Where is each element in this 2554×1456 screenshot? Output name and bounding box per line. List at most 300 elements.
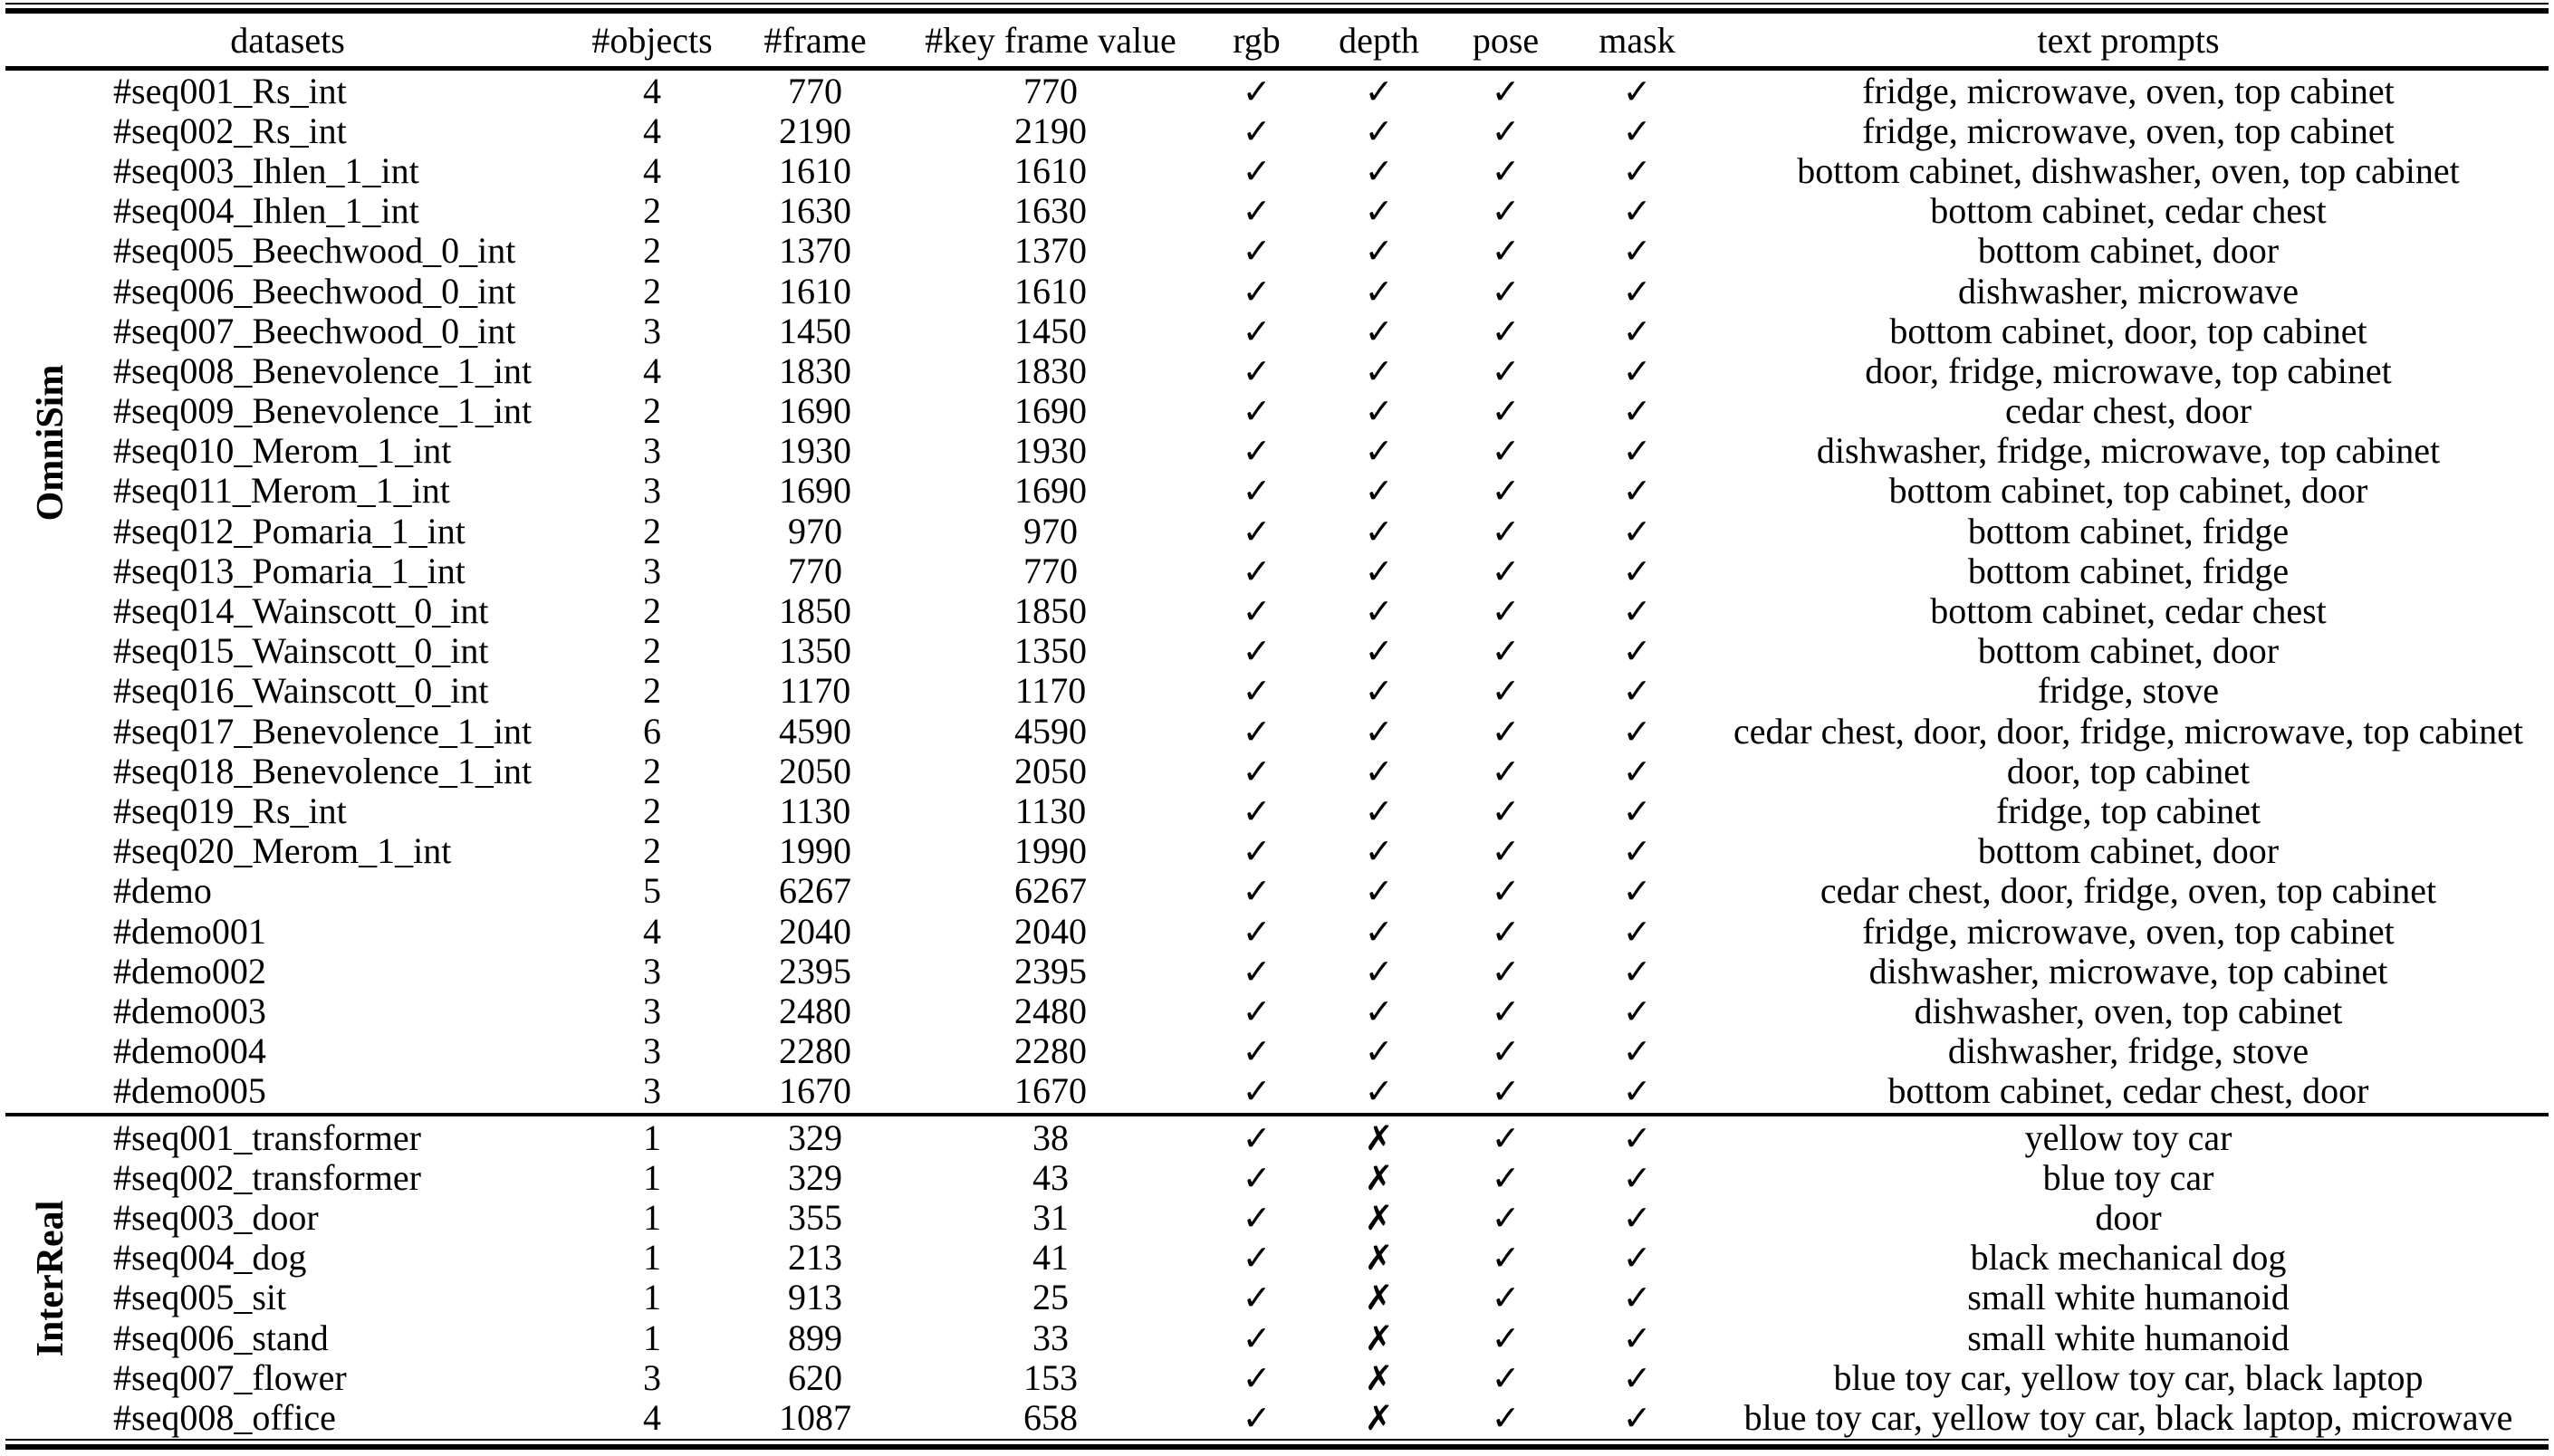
prompt-cell: blue toy car, yellow toy car, black laptop, microwave <box>1743 1396 2513 1438</box>
frame-cell: 1370 <box>779 230 851 272</box>
prompt-cell: bottom cabinet, fridge <box>1967 550 2290 591</box>
check-icon: ✓ <box>1622 350 1652 391</box>
mask-flag-cell <box>1571 669 1703 712</box>
mask-flag-cell <box>1571 950 1703 992</box>
rgb-flag-cell <box>1195 1276 1318 1318</box>
pose-flag-cell <box>1440 669 1571 712</box>
frame-cell: 2050 <box>779 750 851 791</box>
frame-cell: 1610 <box>779 270 851 311</box>
prompt-cell: cedar chest, door <box>2004 390 2252 432</box>
prompt-cell: blue toy car <box>2042 1156 2214 1198</box>
depth-flag-cell <box>1318 1396 1440 1439</box>
pose-flag-cell <box>1440 429 1571 472</box>
mask-flag-cell <box>1571 469 1703 512</box>
check-icon: ✓ <box>1242 350 1272 391</box>
mask-flag-cell <box>1571 149 1703 192</box>
table-row <box>0 991 2554 1030</box>
check-icon: ✓ <box>1364 231 1394 272</box>
objects-cell: 3 <box>643 430 661 472</box>
dataset-name-cell: #demo001 <box>113 910 266 952</box>
pose-flag-cell <box>1440 589 1571 632</box>
dataset-name-cell: #seq011_Merom_1_int <box>113 470 450 512</box>
keyframe-cell: 4590 <box>1014 710 1087 752</box>
depth-flag-cell <box>1318 1116 1440 1159</box>
objects-cell: 2 <box>643 590 661 632</box>
dataset-name-cell: #seq005_Beechwood_0_int <box>113 230 516 272</box>
cross-icon: ✗ <box>1364 1357 1394 1398</box>
check-icon: ✓ <box>1364 1031 1394 1072</box>
table-row <box>0 350 2554 390</box>
prompt-cell: bottom cabinet, cedar chest <box>1930 590 2327 632</box>
prompt-cell: door <box>2095 1196 2162 1238</box>
check-icon: ✓ <box>1242 1238 1272 1279</box>
mask-flag-cell <box>1571 869 1703 912</box>
table-row <box>0 631 2554 671</box>
prompt-cell: bottom cabinet, door, top cabinet <box>1889 310 2367 351</box>
dataset-name-cell: #seq009_Benevolence_1_int <box>113 390 533 432</box>
check-icon: ✓ <box>1491 1117 1521 1158</box>
check-icon: ✓ <box>1491 790 1521 831</box>
dataset-name-cell: #seq019_Rs_int <box>113 790 347 831</box>
objects-cell: 2 <box>643 630 661 672</box>
check-icon: ✓ <box>1622 1157 1652 1198</box>
check-icon: ✓ <box>1491 551 1521 591</box>
objects-cell: 1 <box>643 1317 661 1358</box>
dataset-name-cell: #seq007_Beechwood_0_int <box>113 310 516 351</box>
keyframe-cell: 1670 <box>1014 1070 1087 1112</box>
check-icon: ✓ <box>1364 671 1394 712</box>
prompt-cell: door, top cabinet <box>2006 750 2251 791</box>
check-icon: ✓ <box>1622 1317 1652 1358</box>
check-icon: ✓ <box>1622 551 1652 591</box>
mask-flag-cell <box>1571 910 1703 953</box>
depth-flag-cell <box>1318 910 1440 953</box>
dataset-name-cell: #seq013_Pomaria_1_int <box>113 550 466 591</box>
rgb-flag-cell <box>1195 589 1318 632</box>
cross-icon: ✗ <box>1364 1117 1394 1158</box>
objects-cell: 2 <box>643 190 661 232</box>
keyframe-cell: 1850 <box>1014 590 1087 632</box>
keyframe-cell: 153 <box>1023 1356 1078 1398</box>
check-icon: ✓ <box>1491 231 1521 272</box>
prompt-cell: fridge, stove <box>2038 670 2219 712</box>
check-icon: ✓ <box>1622 591 1652 632</box>
check-icon: ✓ <box>1491 1278 1521 1318</box>
check-icon: ✓ <box>1364 471 1394 512</box>
table-body-interreal <box>0 1117 2554 1438</box>
mask-flag-cell <box>1571 229 1703 272</box>
table-row <box>0 511 2554 551</box>
dataset-name-cell: #seq020_Merom_1_int <box>113 830 452 872</box>
check-icon: ✓ <box>1622 1071 1652 1112</box>
keyframe-cell: 1690 <box>1014 470 1087 512</box>
rgb-flag-cell <box>1195 1236 1318 1279</box>
table-row <box>0 711 2554 751</box>
check-icon: ✓ <box>1242 311 1272 351</box>
dataset-name-cell: #demo003 <box>113 990 266 1031</box>
dataset-name-cell: #seq015_Wainscott_0_int <box>113 630 489 672</box>
prompt-cell: bottom cabinet, door <box>1977 630 2280 672</box>
check-icon: ✓ <box>1491 591 1521 632</box>
check-icon: ✓ <box>1242 951 1272 991</box>
pose-flag-cell <box>1440 1236 1571 1279</box>
keyframe-cell: 770 <box>1023 550 1078 591</box>
check-icon: ✓ <box>1491 671 1521 712</box>
dataset-name-cell: #seq003_door <box>113 1196 319 1238</box>
check-icon: ✓ <box>1622 1238 1652 1279</box>
bottom-rule-thin <box>5 1439 2549 1441</box>
mask-flag-cell <box>1571 1196 1703 1239</box>
rgb-flag-cell <box>1195 469 1318 512</box>
keyframe-cell: 25 <box>1032 1277 1069 1318</box>
depth-flag-cell <box>1318 589 1440 632</box>
objects-cell: 4 <box>643 110 661 151</box>
table-row <box>0 1197 2554 1237</box>
column-header-text-prompts: text prompts <box>2037 19 2220 61</box>
check-icon: ✓ <box>1491 191 1521 232</box>
frame-cell: 1170 <box>779 670 851 712</box>
objects-cell: 2 <box>643 830 661 872</box>
check-icon: ✓ <box>1491 751 1521 791</box>
check-icon: ✓ <box>1364 871 1394 912</box>
prompt-cell: cedar chest, door, door, fridge, microwave, top cabinet <box>1733 710 2523 752</box>
check-icon: ✓ <box>1491 271 1521 311</box>
pose-flag-cell <box>1440 710 1571 752</box>
check-icon: ✓ <box>1242 1031 1272 1072</box>
rgb-flag-cell <box>1195 669 1318 712</box>
keyframe-cell: 1930 <box>1014 430 1087 472</box>
prompt-cell: black mechanical dog <box>1970 1237 2287 1279</box>
table-row <box>0 590 2554 630</box>
check-icon: ✓ <box>1491 71 1521 111</box>
depth-flag-cell <box>1318 110 1440 152</box>
column-header-keyframe: #key frame value <box>925 19 1176 61</box>
keyframe-cell: 1830 <box>1014 350 1087 391</box>
pose-flag-cell <box>1440 550 1571 592</box>
depth-flag-cell <box>1318 750 1440 792</box>
rgb-flag-cell <box>1195 869 1318 912</box>
keyframe-cell: 658 <box>1023 1396 1078 1438</box>
keyframe-cell: 41 <box>1032 1237 1069 1279</box>
cross-icon: ✗ <box>1364 1397 1394 1438</box>
keyframe-cell: 2480 <box>1014 990 1087 1031</box>
depth-flag-cell <box>1318 990 1440 1032</box>
rgb-flag-cell <box>1195 550 1318 592</box>
rgb-flag-cell <box>1195 1196 1318 1239</box>
check-icon: ✓ <box>1242 551 1272 591</box>
table-row <box>0 751 2554 790</box>
depth-flag-cell <box>1318 1276 1440 1318</box>
rgb-flag-cell <box>1195 1030 1318 1072</box>
objects-cell: 2 <box>643 670 661 712</box>
cross-icon: ✗ <box>1364 1238 1394 1279</box>
check-icon: ✓ <box>1242 631 1272 672</box>
check-icon: ✓ <box>1242 471 1272 512</box>
objects-cell: 2 <box>643 750 661 791</box>
check-icon: ✓ <box>1242 911 1272 952</box>
depth-flag-cell <box>1318 389 1440 432</box>
check-icon: ✓ <box>1491 431 1521 472</box>
prompt-cell: fridge, microwave, oven, top cabinet <box>1862 910 2395 952</box>
pose-flag-cell <box>1440 70 1571 112</box>
pose-flag-cell <box>1440 1030 1571 1072</box>
pose-flag-cell <box>1440 750 1571 792</box>
table-row <box>0 1317 2554 1357</box>
check-icon: ✓ <box>1242 191 1272 232</box>
frame-cell: 1630 <box>779 190 851 232</box>
mask-flag-cell <box>1571 350 1703 392</box>
mask-flag-cell <box>1571 829 1703 872</box>
check-icon: ✓ <box>1242 1397 1272 1438</box>
table-row <box>0 1071 2554 1111</box>
check-icon: ✓ <box>1622 1197 1652 1238</box>
keyframe-cell: 1630 <box>1014 190 1087 232</box>
keyframe-cell: 1350 <box>1014 630 1087 672</box>
mask-flag-cell <box>1571 70 1703 112</box>
pose-flag-cell <box>1440 110 1571 152</box>
objects-cell: 1 <box>643 1237 661 1279</box>
mask-flag-cell <box>1571 110 1703 152</box>
cross-icon: ✗ <box>1364 1278 1394 1318</box>
keyframe-cell: 33 <box>1032 1317 1069 1358</box>
mask-flag-cell <box>1571 589 1703 632</box>
prompt-cell: bottom cabinet, cedar chest, door <box>1887 1070 2369 1112</box>
frame-cell: 213 <box>788 1237 842 1279</box>
pose-flag-cell <box>1440 310 1571 352</box>
keyframe-cell: 2395 <box>1014 950 1087 991</box>
table-row <box>0 231 2554 271</box>
mask-flag-cell <box>1571 990 1703 1032</box>
check-icon: ✓ <box>1491 631 1521 672</box>
prompt-cell: bottom cabinet, fridge <box>1967 510 2290 551</box>
check-icon: ✓ <box>1491 150 1521 191</box>
rgb-flag-cell <box>1195 990 1318 1032</box>
check-icon: ✓ <box>1364 350 1394 391</box>
prompt-cell: dishwasher, microwave, top cabinet <box>1868 950 2388 991</box>
keyframe-cell: 2040 <box>1014 910 1087 952</box>
depth-flag-cell <box>1318 950 1440 992</box>
prompt-cell: bottom cabinet, door <box>1977 830 2280 872</box>
depth-flag-cell <box>1318 510 1440 552</box>
objects-cell: 2 <box>643 270 661 311</box>
check-icon: ✓ <box>1622 110 1652 151</box>
pose-flag-cell <box>1440 469 1571 512</box>
keyframe-cell: 6267 <box>1014 870 1087 912</box>
frame-cell: 329 <box>788 1156 842 1198</box>
check-icon: ✓ <box>1491 951 1521 991</box>
check-icon: ✓ <box>1491 1238 1521 1279</box>
depth-flag-cell <box>1318 149 1440 192</box>
table-row <box>0 1117 2554 1157</box>
depth-flag-cell <box>1318 1030 1440 1072</box>
check-icon: ✓ <box>1364 511 1394 551</box>
mask-flag-cell <box>1571 1396 1703 1439</box>
keyframe-cell: 1450 <box>1014 310 1087 351</box>
pose-flag-cell <box>1440 1116 1571 1159</box>
check-icon: ✓ <box>1242 1197 1272 1238</box>
frame-cell: 1610 <box>779 149 851 191</box>
check-icon: ✓ <box>1242 391 1272 432</box>
check-icon: ✓ <box>1364 790 1394 831</box>
check-icon: ✓ <box>1622 471 1652 512</box>
check-icon: ✓ <box>1622 951 1652 991</box>
prompt-cell: bottom cabinet, dishwasher, oven, top cabinet <box>1797 149 2460 191</box>
check-icon: ✓ <box>1364 431 1394 472</box>
group-label-omnisim: OmniSim <box>30 364 72 522</box>
check-icon: ✓ <box>1242 871 1272 912</box>
dataset-name-cell: #seq005_sit <box>113 1277 287 1318</box>
objects-cell: 3 <box>643 990 661 1031</box>
mask-flag-cell <box>1571 1236 1703 1279</box>
check-icon: ✓ <box>1622 391 1652 432</box>
mask-flag-cell <box>1571 750 1703 792</box>
rgb-flag-cell <box>1195 510 1318 552</box>
objects-cell: 1 <box>643 1196 661 1238</box>
check-icon: ✓ <box>1622 790 1652 831</box>
objects-cell: 2 <box>643 230 661 272</box>
column-header-objects: #objects <box>591 19 713 61</box>
keyframe-cell: 2050 <box>1014 750 1087 791</box>
keyframe-cell: 2190 <box>1014 110 1087 151</box>
table-row <box>0 551 2554 590</box>
table-row <box>0 471 2554 511</box>
rgb-flag-cell <box>1195 790 1318 832</box>
dataset-name-cell: #demo002 <box>113 950 266 991</box>
dataset-name-cell: #seq018_Benevolence_1_int <box>113 750 533 791</box>
cross-icon: ✗ <box>1364 1197 1394 1238</box>
table-row <box>0 831 2554 871</box>
check-icon: ✓ <box>1622 751 1652 791</box>
check-icon: ✓ <box>1622 871 1652 912</box>
check-icon: ✓ <box>1622 511 1652 551</box>
check-icon: ✓ <box>1364 191 1394 232</box>
check-icon: ✓ <box>1242 1317 1272 1358</box>
cross-icon: ✗ <box>1364 1157 1394 1198</box>
pose-flag-cell <box>1440 1069 1571 1112</box>
pose-flag-cell <box>1440 389 1571 432</box>
rgb-flag-cell <box>1195 110 1318 152</box>
dataset-name-cell: #seq006_Beechwood_0_int <box>113 270 516 311</box>
keyframe-cell: 2280 <box>1014 1030 1087 1072</box>
frame-cell: 4590 <box>779 710 851 752</box>
mask-flag-cell <box>1571 270 1703 312</box>
prompt-cell: small white humanoid <box>1967 1317 2290 1358</box>
depth-flag-cell <box>1318 189 1440 232</box>
keyframe-cell: 1370 <box>1014 230 1087 272</box>
check-icon: ✓ <box>1364 991 1394 1031</box>
mask-flag-cell <box>1571 550 1703 592</box>
depth-flag-cell <box>1318 310 1440 352</box>
objects-cell: 3 <box>643 1030 661 1072</box>
mask-flag-cell <box>1571 1030 1703 1072</box>
check-icon: ✓ <box>1491 1317 1521 1358</box>
rgb-flag-cell <box>1195 950 1318 992</box>
mask-flag-cell <box>1571 1356 1703 1399</box>
frame-cell: 1087 <box>779 1396 851 1438</box>
rgb-flag-cell <box>1195 1156 1318 1199</box>
table-row <box>0 150 2554 190</box>
frame-cell: 913 <box>788 1277 842 1318</box>
frame-cell: 1830 <box>779 350 851 391</box>
mask-flag-cell <box>1571 1317 1703 1359</box>
rgb-flag-cell <box>1195 1116 1318 1159</box>
frame-cell: 770 <box>788 550 842 591</box>
table-row <box>0 871 2554 911</box>
keyframe-cell: 770 <box>1023 70 1078 111</box>
check-icon: ✓ <box>1364 271 1394 311</box>
objects-cell: 2 <box>643 790 661 831</box>
pose-flag-cell <box>1440 629 1571 672</box>
table-row <box>0 391 2554 431</box>
check-icon: ✓ <box>1364 831 1394 872</box>
frame-cell: 1990 <box>779 830 851 872</box>
mask-flag-cell <box>1571 1116 1703 1159</box>
check-icon: ✓ <box>1622 231 1652 272</box>
check-icon: ✓ <box>1491 991 1521 1031</box>
table-row <box>0 71 2554 110</box>
check-icon: ✓ <box>1491 831 1521 872</box>
pose-flag-cell <box>1440 1196 1571 1239</box>
table-row <box>0 1278 2554 1317</box>
pose-flag-cell <box>1440 510 1571 552</box>
table-row <box>0 110 2554 150</box>
dataset-name-cell: #seq008_office <box>113 1396 336 1438</box>
dataset-name-cell: #seq007_flower <box>113 1356 347 1398</box>
table-row <box>0 1157 2554 1197</box>
rgb-flag-cell <box>1195 750 1318 792</box>
check-icon: ✓ <box>1364 150 1394 191</box>
objects-cell: 4 <box>643 1396 661 1438</box>
depth-flag-cell <box>1318 350 1440 392</box>
prompt-cell: blue toy car, yellow toy car, black laptop <box>1833 1356 2424 1398</box>
table-row <box>0 1357 2554 1397</box>
table-row <box>0 790 2554 830</box>
depth-flag-cell <box>1318 229 1440 272</box>
mask-flag-cell <box>1571 1069 1703 1112</box>
depth-flag-cell <box>1318 1317 1440 1359</box>
table-row <box>0 431 2554 471</box>
check-icon: ✓ <box>1491 1357 1521 1398</box>
table-row <box>0 911 2554 951</box>
column-header-frame: #frame <box>763 19 867 61</box>
depth-flag-cell <box>1318 1069 1440 1112</box>
dataset-name-cell: #demo005 <box>113 1070 266 1112</box>
rgb-flag-cell <box>1195 829 1318 872</box>
prompt-cell: bottom cabinet, door <box>1977 230 2280 272</box>
pose-flag-cell <box>1440 149 1571 192</box>
top-rule-thin <box>5 3 2549 5</box>
keyframe-cell: 38 <box>1032 1116 1069 1158</box>
rgb-flag-cell <box>1195 270 1318 312</box>
check-icon: ✓ <box>1622 711 1652 752</box>
check-icon: ✓ <box>1364 110 1394 151</box>
dataset-name-cell: #seq001_transformer <box>113 1116 421 1158</box>
keyframe-cell: 970 <box>1023 510 1078 551</box>
prompt-cell: cedar chest, door, fridge, oven, top cabinet <box>1819 870 2437 912</box>
dataset-name-cell: #seq014_Wainscott_0_int <box>113 590 489 632</box>
pose-flag-cell <box>1440 910 1571 953</box>
dataset-name-cell: #demo004 <box>113 1030 266 1072</box>
check-icon: ✓ <box>1364 391 1394 432</box>
mask-flag-cell <box>1571 1156 1703 1199</box>
check-icon: ✓ <box>1242 591 1272 632</box>
objects-cell: 3 <box>643 310 661 351</box>
check-icon: ✓ <box>1242 991 1272 1031</box>
check-icon: ✓ <box>1622 831 1652 872</box>
check-icon: ✓ <box>1242 511 1272 551</box>
prompt-cell: bottom cabinet, cedar chest <box>1930 190 2327 232</box>
pose-flag-cell <box>1440 350 1571 392</box>
